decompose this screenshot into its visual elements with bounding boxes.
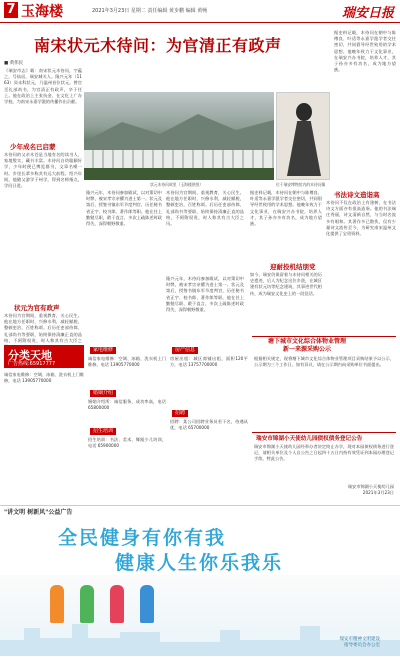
article-col4b: 据史料记载，木待问在朝中与陈傅良、叶适等永嘉学派学者交往密切，共同倡导经世致用的学术思想。他晚年致力于文化事业，在瑞安兴办书院，培养人才，其子孙亦多有功名，成为地方望族。 bbox=[250, 190, 322, 227]
ad-header-appliance: 家电维修 bbox=[90, 347, 116, 354]
runner-figure-3 bbox=[110, 585, 124, 623]
portrait-caption: 位于瑞安博物馆内的木待问像 bbox=[276, 182, 326, 187]
article-col2: 隆兴元年，木待问参加殿试，以对策切中时弊，被宋孝宗亲擢为进士第一。状元及第后，授签书镇东军节度判官，历任秘书省正字、校书郎、著作郎等职。他在任上勤勉尽职，敢于直言，多次上疏陈述时政得失，深得朝野敬重。 bbox=[86, 190, 162, 227]
subhead-youth: 少年成名已启蒙 bbox=[10, 143, 56, 151]
statue-head bbox=[296, 103, 312, 121]
mountain-shape bbox=[84, 110, 274, 150]
article-col3b: 隆兴元年，木待问参加殿试，以对策切中时弊，被宋孝宗亲擢为进士第一。状元及第后，授签书镇东军节度判官，历任秘书省正字、校书郎、著作郎等职。他在任上勤勉尽职，敢于直言，多次上疏陈述时政得失，深得朝野敬重。 bbox=[166, 276, 244, 313]
classified-ads-box bbox=[4, 345, 84, 368]
notice2-sign: 瑞安市锦湖小天使幼儿园 2021年3月23日 bbox=[347, 484, 394, 496]
classified-phone: 广告热线:65917777 bbox=[8, 361, 56, 367]
ad-text-1: 诚信家电维修：空调、冰箱、洗衣机上门维修，电话 13905770000 bbox=[4, 372, 84, 384]
banner-label: "讲文明 树新风"公益广告 bbox=[4, 509, 73, 516]
article-col-right-top: 据史料记载，木待问在朝中与陈傅良、叶适等永嘉学派学者交往密切，共同倡导经世致用的学术思想。他晚年致力于文化事业，在瑞安兴办书院，培养人才，其子孙亦多有功名，成为地方望族。 bbox=[334, 30, 396, 73]
notice-divider-2 bbox=[252, 432, 396, 433]
ad-header-training: 招生培训 bbox=[90, 428, 116, 435]
ad-header-jobs: 招聘 bbox=[172, 410, 188, 417]
issue-meta: 2021年3月23日 星期二 责任编辑 黄步鹏 编辑 黄畅 bbox=[92, 8, 208, 14]
notice1-title: 塘下城市文化综合体物业管理 新一来源采购公示 bbox=[268, 338, 347, 353]
ad-text-2: 诚信家电维修：空调、冰箱、洗衣机上门维修，电话 13905770000 bbox=[88, 356, 166, 368]
banner-slogan-1: 全民健身有你有我 bbox=[58, 527, 227, 549]
ad-header-marriage: 婚姻介绍 bbox=[90, 390, 116, 397]
subhead-calligraphy: 书法诗文造诣高 bbox=[334, 191, 380, 199]
classified-title: 分类天地 bbox=[8, 349, 52, 362]
runner-figure-1 bbox=[50, 585, 64, 623]
newspaper-logo: 瑞安日报 bbox=[341, 6, 394, 21]
article-headline: 南宋状元木待问：为官清正有政声 bbox=[34, 36, 282, 55]
article-col1: 木待问的父亲木苍是当地有名的读书人，家境殷实，藏书丰富。木待问自幼聪颖好学，少年时便已博览群书，文章名噪一时。乡里长辈多称其有远大前程。绍兴年间，他随父游学于州学，得到名师指点，学问日进。 bbox=[4, 152, 82, 189]
photo-caption: 状元木待问故里（玉海楼供图） bbox=[150, 182, 204, 187]
article-col1b: 木待问为官期间，重视教育，关心民生。他在地方任职时，兴修水利，减轻赋税，整顿吏治，百姓称颂。后历任吏部侍郎、礼部尚书等要职，始终保持清廉正直的品格，不阿附权贵，时人称其有古大臣之 bbox=[4, 313, 82, 343]
notice2-title: 瑞安市锦湖小天使幼儿园债权债务登记公告 bbox=[256, 436, 363, 442]
ad-text-3: 婚姻介绍所：诚信服务，成功率高，电话 65800000 bbox=[88, 399, 166, 411]
article-byline: ■ 黄伟民 bbox=[4, 61, 24, 66]
section-title: 玉海楼 bbox=[21, 4, 63, 20]
article-col5: 木待问不仅在政治上有建树，在书法诗文方面亦有很高造诣。他的书法端庄秀丽，诗文清新自然，与当时名流多有唱和。其著作多已散佚，仅有少量诗文流传至今，为研究南宋温州文化提供了宝贵资料。 bbox=[326, 200, 396, 237]
article-col6: 如今，瑞安仍保留着与木待问相关的历史遗迹，后人为纪念这位乡贤，在城区建有状元坊等纪念建筑，其事迹世代相传，成为瑞安文化史上的一段佳话。 bbox=[250, 272, 322, 296]
ad-header-realestate: 房产信息 bbox=[172, 347, 198, 354]
runner-figure-2 bbox=[80, 585, 94, 623]
page-number: 7 bbox=[4, 2, 18, 18]
subhead-cronyism: 迎耐投机结朋党 bbox=[270, 263, 316, 271]
banner-slogan-2: 健康人生你乐我乐 bbox=[115, 552, 284, 574]
hometown-photo bbox=[84, 92, 274, 180]
notice-divider-1 bbox=[252, 336, 396, 337]
subhead-official: 状元为官有政声 bbox=[14, 304, 60, 312]
article-intro: 《瑞安市志》载：南宋状元木待问，字蕴之，号仙居，瑞安城关人。隆兴元年（1163）癸未科状元，乃温州首位状元。曾官至礼部尚书，为官清正有政声，卒于任上。他在政治上主张抗金，在文化上广办学校，为南宋永嘉学派的传播作出贡献。 bbox=[4, 68, 82, 105]
article-col3: 木待问为官期间，重视教育，关心民生。他在地方任职时，兴修水利，减轻赋税，整顿吏治，百姓称颂。后历任吏部侍郎、礼部尚书等要职，始终保持清廉正直的品格，不阿附权贵，时人称其有古大臣之风。 bbox=[166, 190, 244, 227]
ad-text-4: 招生培训：书法、美术、舞蹈少儿培训，电话 65900000 bbox=[88, 437, 166, 449]
banner-organization: 瑞安市精神文明建设 指导委员会办公室 bbox=[339, 637, 380, 648]
notice2-text: 瑞安市锦湖小天使幼儿园经举办者决定终止办学，现对本园债权债务进行登记，请相关单位及个人自公告之日起四十五日内持有效凭证到本园办理登记手续。特此公告。 bbox=[254, 444, 394, 462]
ad-text-6: 招聘：某公司招聘业务员若干名，待遇从优，电话 65700000 bbox=[170, 419, 248, 431]
field-shape bbox=[84, 168, 274, 180]
portrait-statue bbox=[276, 92, 330, 180]
notice1-text: 根据相关规定，现将塘下城市文化综合体物业管理项目采购结果予以公示，公示期为三个工作日。如有异议，请在公示期内向采购单位书面提出。 bbox=[254, 356, 394, 368]
runner-figure-4 bbox=[140, 585, 154, 623]
page-header bbox=[0, 0, 400, 23]
statue-body bbox=[287, 121, 321, 176]
ad-text-5: 房屋出租：城区商铺出租，面积120平方，电话 13757700000 bbox=[170, 356, 248, 368]
